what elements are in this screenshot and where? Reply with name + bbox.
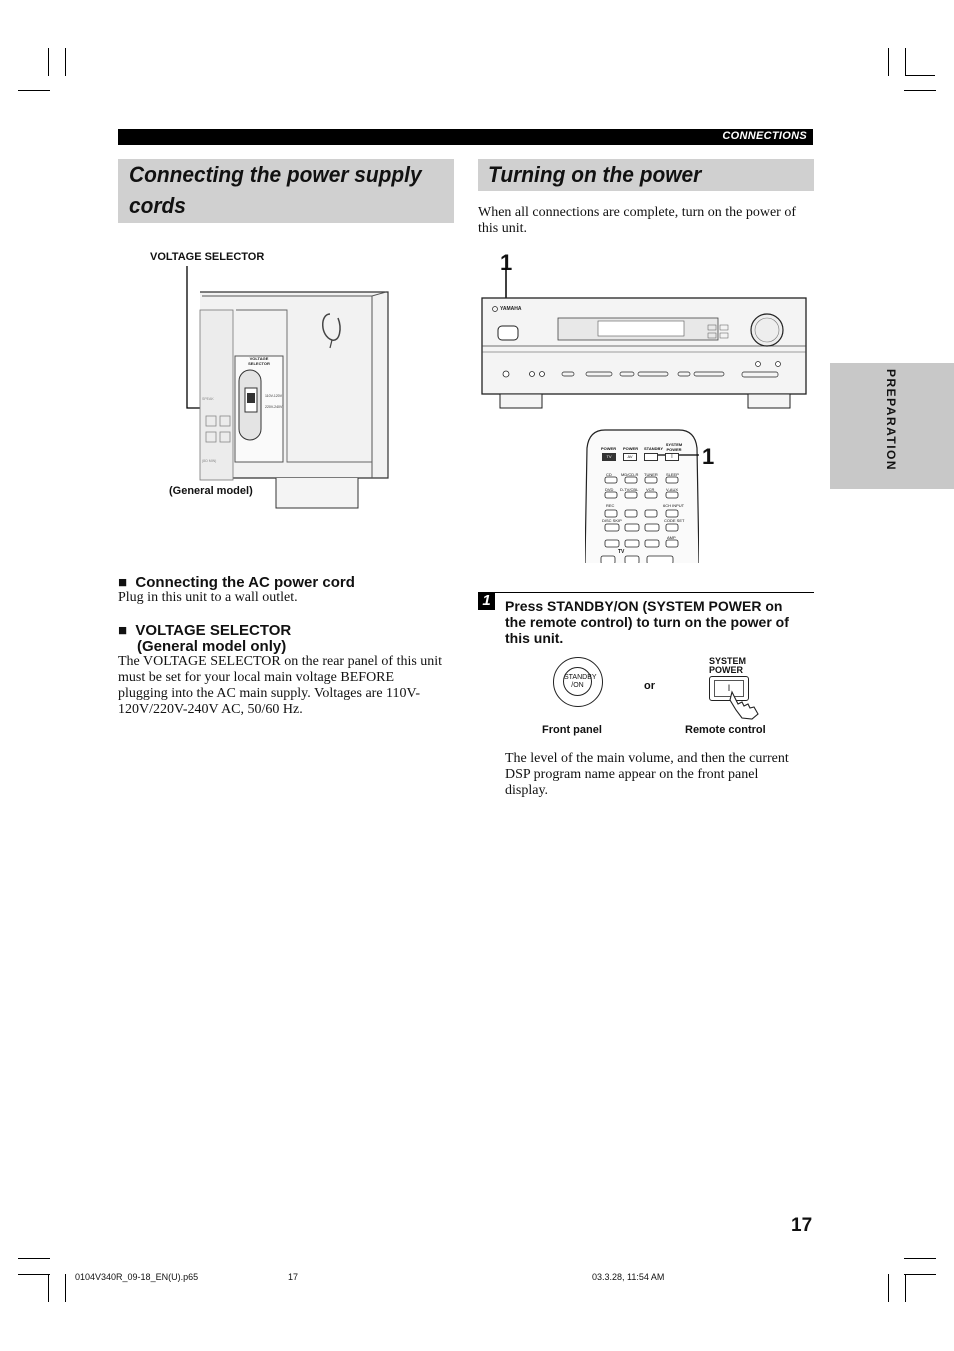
svg-text:110V-120V: 110V-120V [265,394,283,398]
remote-6ch-label: 6CH INPUT [663,503,685,508]
or-label: or [644,680,655,692]
voltage-selector-heading [118,623,291,639]
remote-control-caption: Remote control [685,724,766,736]
remote-md-label: MD/CD-R [621,472,639,477]
footer-timestamp: 03.3.28, 11:54 AM [592,1272,665,1282]
remote-amp-label: AMP [667,535,676,540]
preparation-side-tab-label: PREPARATION [884,369,898,472]
step-instruction-line: this unit. [505,630,564,646]
section-header-bar [118,129,813,145]
square-bullet-icon: ■ [118,574,128,591]
svg-text:(8Ω MIN): (8Ω MIN) [202,459,217,463]
system-power-inner: I [714,680,744,697]
remote-system-power-button[interactable]: I [665,453,679,461]
footer-filename: 0104V340R_09-18_EN(U).p65 [75,1272,199,1282]
svg-text:SPEAK: SPEAK [202,397,214,401]
step-instruction-line: Press STANDBY/ON (SYSTEM POWER on [505,598,783,614]
remote-dvd-label: DVD [605,487,614,492]
power-cords-title-box [118,159,454,223]
remote-rec-label: REC [606,503,615,508]
remote-vaux-label: V-AUX [666,487,679,492]
callout-number-remote: 1 [702,444,715,469]
pointing-hand-icon [728,690,764,720]
remote-dtv-label: D-TV/CBL [620,487,639,492]
voltage-selector-body-line: plugging into the AC main supply. Voltages are 110V- [118,686,421,701]
system-power-label-line2: POWER [709,665,744,675]
voltage-selector-body-line: The VOLTAGE SELECTOR on the rear panel of this unit [118,654,443,669]
remote-tv-label: TV [618,549,625,555]
standby-on-button-figure [553,657,603,707]
standby-on-button[interactable] [563,667,597,696]
receiver-front-panel [480,268,810,413]
power-cords-title-line1: Connecting the power supply [129,162,422,187]
remote-sleep-label: SLEEP [666,472,679,477]
voltage-selector-body-line: must be set for your local main voltage BEFORE [118,670,395,685]
remote-cd-label: CD [606,472,612,477]
remote-disc-skip-label: DISC SKIP [602,518,622,523]
voltage-selector-figure-label: VOLTAGE SELECTOR [150,251,265,263]
step-result-line: display. [505,783,549,798]
remote-button-grid [585,428,699,563]
square-bullet-icon: ■ [118,622,128,639]
standby-label-line1: STANDBY [564,674,597,681]
turning-on-title: Turning on the power [488,162,702,187]
remote-standby-label: STANDBY [644,446,664,451]
turning-on-title-box [478,159,814,191]
step-result-line: DSP program name appear on the front panel [505,767,759,782]
turning-on-intro [478,205,818,237]
system-power-label [709,657,746,675]
rear-panel-figure [180,266,395,516]
general-model-figure-label: (General model) [169,485,253,497]
remote-av-power-label: POWER [623,446,639,451]
voltage-selector-body [118,654,458,718]
ac-power-cord-body: Plug in this unit to a wall outlet. [118,590,298,605]
voltage-selector-heading-line1: VOLTAGE SELECTOR [135,622,292,639]
voltage-selector-body-line: 120V/220V-240V AC, 50/60 Hz. [118,702,303,717]
remote-av-power-button[interactable]: AV [623,453,637,461]
callout-number-front: 1 [500,250,513,275]
remote-tv-power-button[interactable]: TV [602,453,616,461]
section-header-label: CONNECTIONS [722,130,807,142]
preparation-side-tab[interactable] [830,363,954,489]
remote-code-set-label: CODE SET [664,518,685,523]
step-result-text [505,751,825,799]
svg-text:VOLTAGE: VOLTAGE [249,356,269,361]
system-power-label-line1: SYSTEM [709,656,747,666]
step-number-badge: 1 [478,593,495,610]
remote-system-power-label: SYSTEM POWER [665,442,683,452]
ac-power-cord-heading [118,575,355,591]
voltage-selector-heading-line2: (General model only) [137,638,287,655]
step-instruction [505,598,825,646]
turning-on-intro-line: this unit. [478,221,528,236]
turning-on-intro-line: When all connections are complete, turn on the power of [478,205,796,220]
step-instruction-line: the remote control) to turn on the power of [505,614,789,630]
remote-tuner-label: TUNER [644,472,658,477]
front-panel-caption: Front panel [542,724,602,736]
remote-tv-power-label: POWER [601,446,617,451]
svg-text:220V-240V: 220V-240V [265,405,283,409]
standby-label-line2: /ON [571,682,584,689]
power-cords-title-line2: cords [129,193,186,218]
remote-vcr-label: VCR [646,487,655,492]
svg-text:YAMAHA: YAMAHA [500,306,522,312]
step-divider [478,592,814,593]
page-number: 17 [791,1215,813,1236]
remote-control-figure [585,428,699,563]
ac-power-cord-heading-text: Connecting the AC power cord [135,574,355,591]
step-result-line: The level of the main volume, and then the current [505,751,789,766]
svg-text:SELECTOR: SELECTOR [248,361,270,366]
footer-page: 17 [288,1272,299,1282]
